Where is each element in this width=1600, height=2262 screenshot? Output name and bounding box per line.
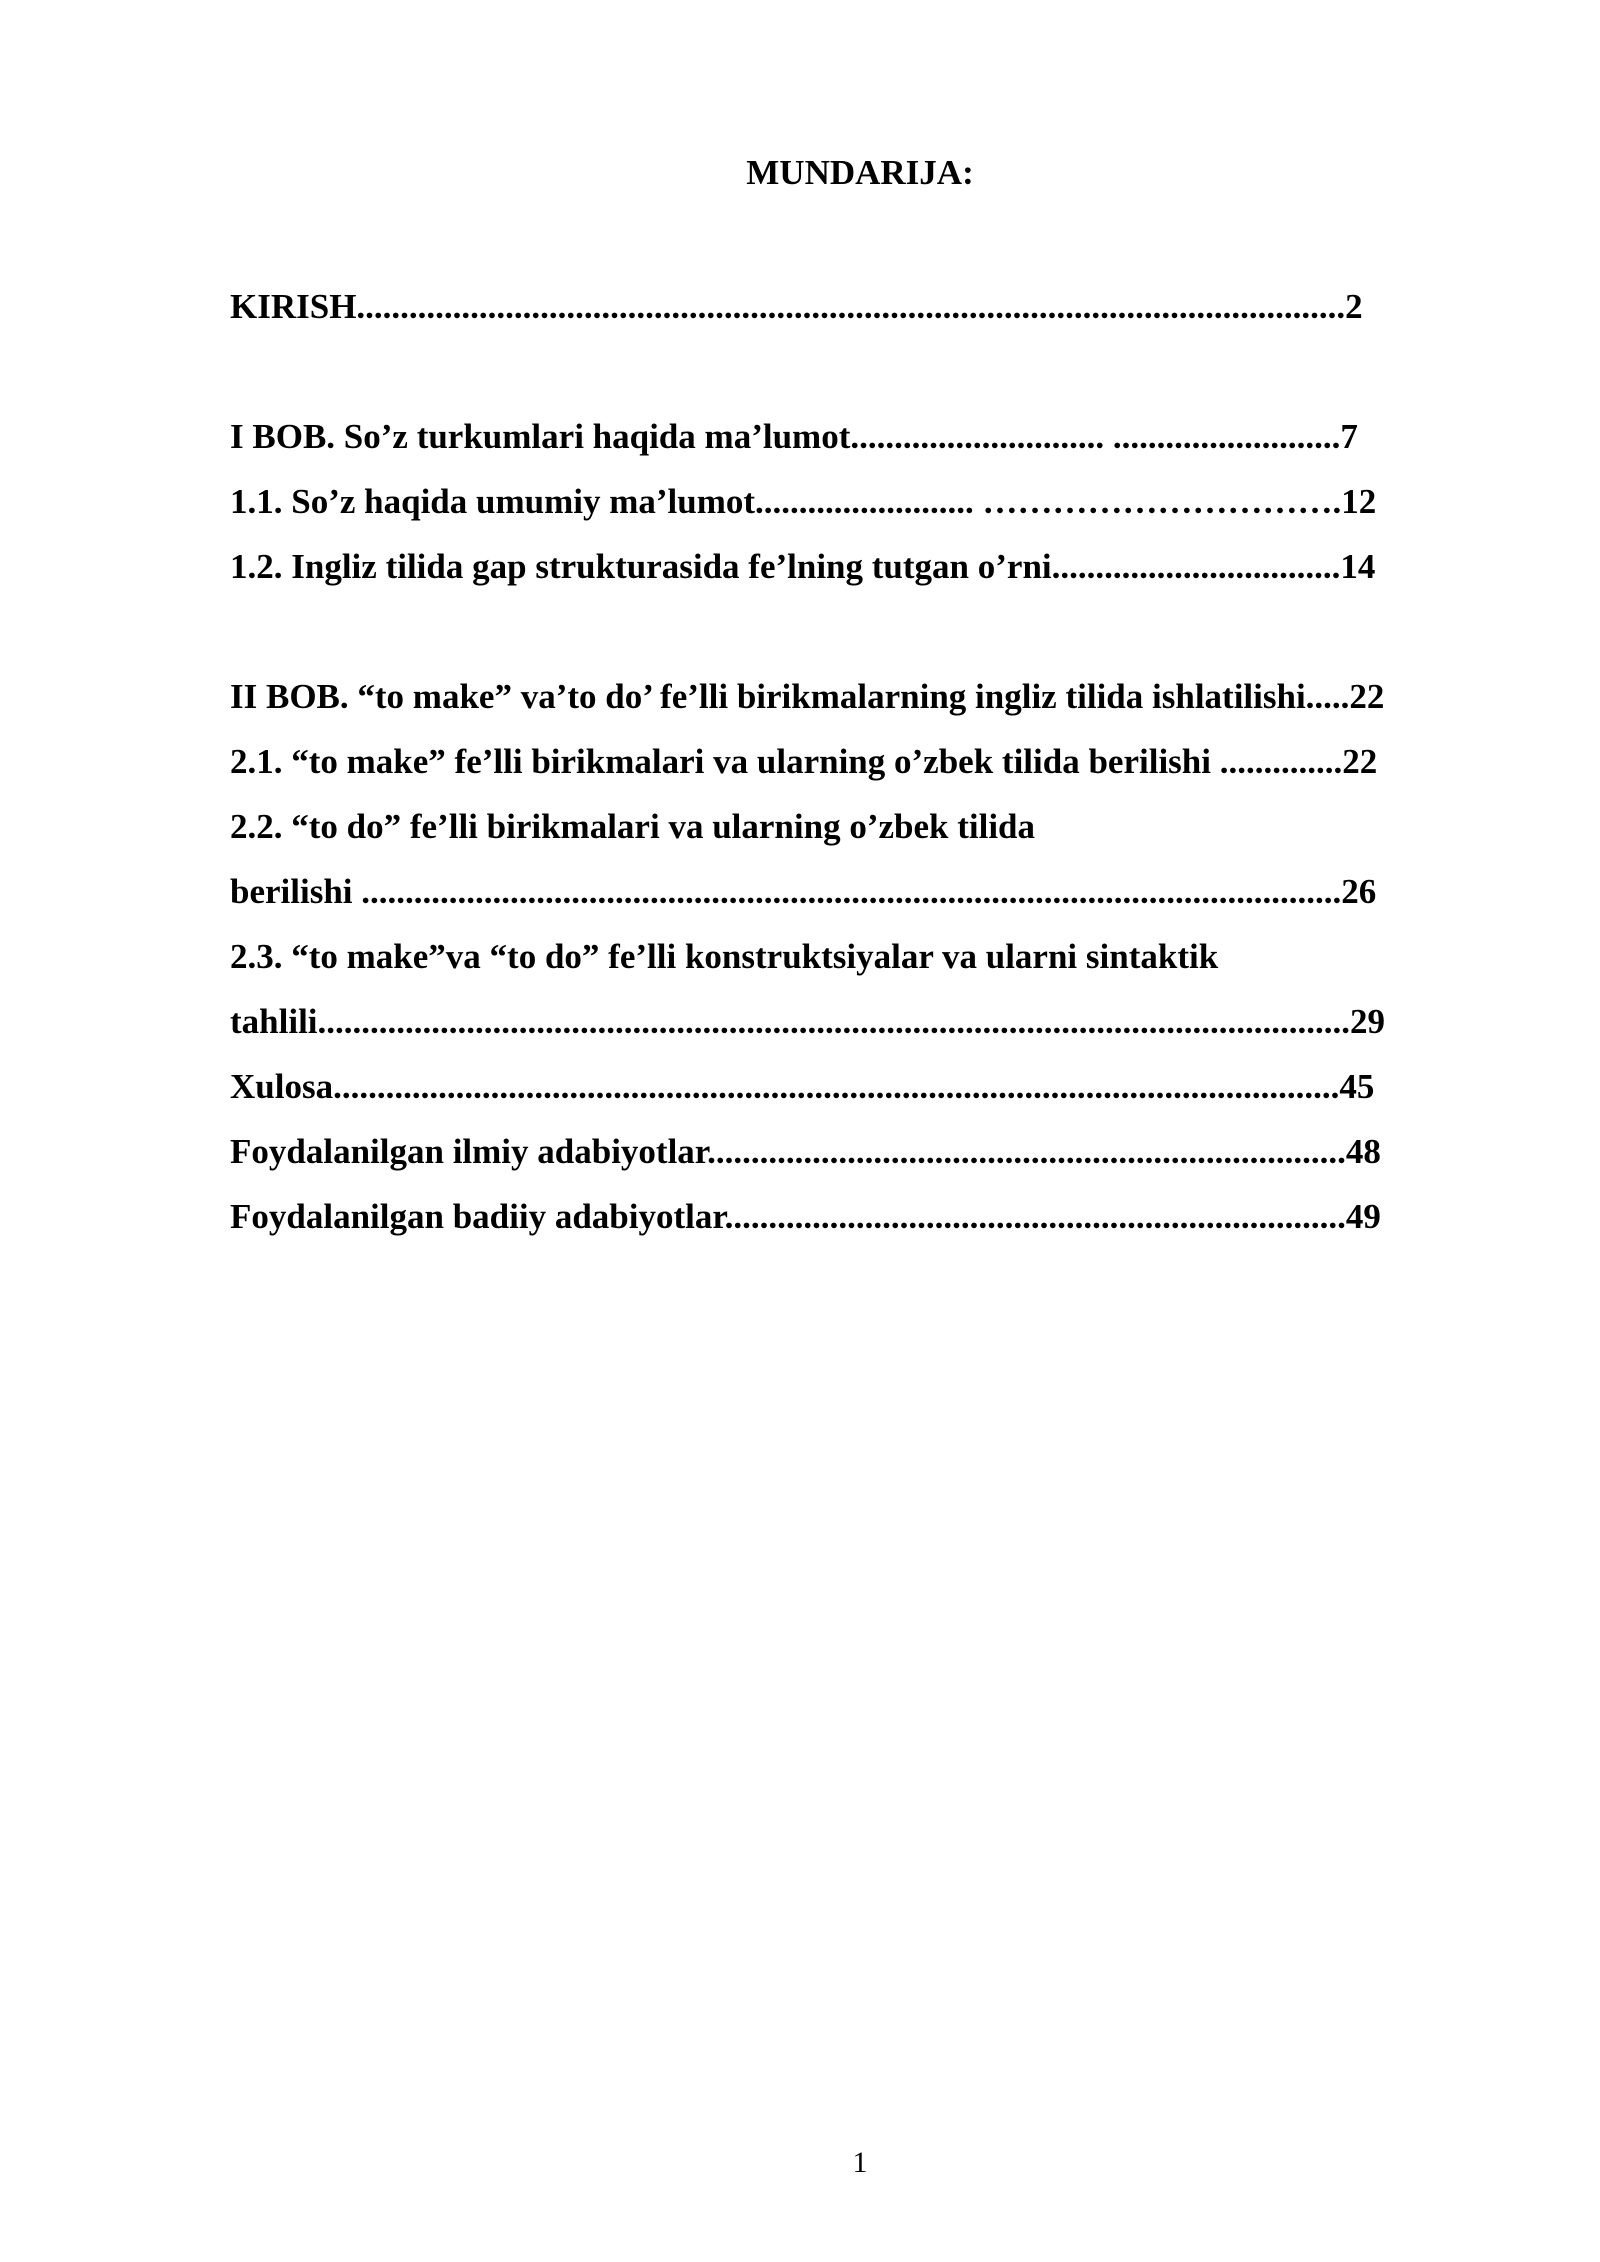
- toc-entry-scientific-literature: Foydalanilgan ilmiy adabiyotlar.........................................................................48: [230, 1132, 1381, 1171]
- toc-entry-2-3-continued: tahlili......................................................................................................................29: [230, 1002, 1386, 1041]
- page-number: 1: [852, 2146, 868, 2179]
- toc-entry-kirish: KIRISH.................................................................................................................2: [230, 287, 1363, 326]
- toc-entry-2-3: 2.3. “to make”va “to do” fe’lli konstruktsiyalar va ularni sintaktik: [230, 937, 1219, 976]
- toc-entry-fiction-literature: Foydalanilgan badiiy adabiyotlar.......................................................................49: [230, 1197, 1381, 1236]
- toc-entry-xulosa: Xulosa...................................................................................................................45: [230, 1067, 1375, 1106]
- toc-entry-chapter-1: I BOB. So’z turkumlari haqida ma’lumot............................. ..........................7: [230, 417, 1358, 456]
- toc-entry-2-2-continued: berilishi ................................................................................................................26: [230, 872, 1377, 911]
- toc-entry-chapter-2: II BOB. “to make” va’to do’ fe’lli birikmalarning ingliz tilida ishlatilishi.....22: [230, 677, 1385, 716]
- toc-entry-2-1: 2.1. “to make” fe’lli birikmalari va ularning o’zbek tilida berilishi ..............22: [230, 742, 1378, 781]
- toc-entry-1-2: 1.2. Ingliz tilida gap strukturasida fe’lning tutgan o’rni.................................14: [230, 547, 1376, 586]
- toc-entry-2-2: 2.2. “to do” fe’lli birikmalari va ularning o’zbek tilida: [230, 807, 1036, 846]
- toc-title: MUNDARIJA:: [746, 153, 974, 192]
- toc-entry-1-1: 1.1. So’z haqida umumiy ma’lumot......................... ………………………….12: [230, 482, 1377, 521]
